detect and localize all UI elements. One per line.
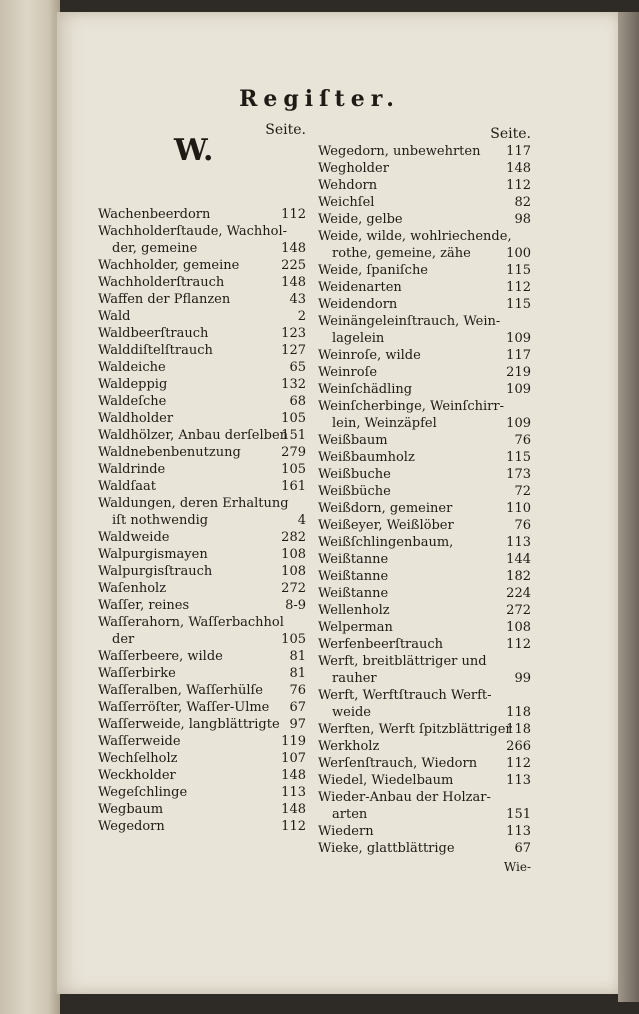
index-entry — [318, 823, 531, 840]
entry-label: Weißeyer, Weißlöber — [318, 518, 454, 533]
entry-page-number: 272 — [281, 581, 306, 596]
entry-continuation: rauher — [332, 671, 377, 686]
entry-label: Walddiſtelſtrauch — [98, 343, 213, 358]
section-gap — [98, 175, 306, 206]
entry-label: Weißbaum — [318, 433, 388, 448]
entry-label: Weißtanne — [318, 586, 389, 601]
entry-label: Weinroſe — [318, 365, 378, 380]
index-entry — [318, 653, 531, 687]
entry-label: Waldungen, deren Erhaltung — [98, 496, 289, 511]
index-entry — [318, 177, 531, 194]
entry-label: Waldholder — [98, 411, 174, 426]
entry-label: Waldhölzer, Anbau derſelben — [98, 428, 289, 443]
entry-page-number: 115 — [506, 450, 531, 465]
entry-page-number: 151 — [506, 807, 531, 822]
entry-page-number: 108 — [281, 547, 306, 562]
index-entry — [318, 602, 531, 619]
index-entry — [98, 614, 306, 648]
entry-page-number: 224 — [506, 586, 531, 601]
entry-page-number: 110 — [506, 501, 531, 516]
left-page-edge — [0, 0, 60, 1014]
entry-label: Weidendorn — [318, 297, 398, 312]
entry-page-number: 225 — [281, 258, 306, 273]
entry-continuation: lein, Weinzäpfel — [332, 416, 437, 431]
entry-label: Waldnebenbenutzung — [98, 445, 241, 460]
entry-label: Walpurgismayen — [98, 547, 208, 562]
index-entry — [318, 466, 531, 483]
entry-label: Wachholderſtaude, Wachhol- — [98, 224, 288, 239]
page-title: Regiſter. — [239, 86, 400, 112]
entry-page-number: 4 — [297, 513, 306, 528]
entry-page-number: 123 — [281, 326, 306, 341]
entry-page-number: 148 — [281, 275, 306, 290]
entry-continuation: rothe, gemeine, zähe — [332, 246, 471, 261]
entry-label: Waldrinde — [98, 462, 166, 477]
entry-page-number: 67 — [289, 700, 306, 715]
entry-label: Werft, breitblättriger und — [318, 654, 487, 669]
entry-page-number: 113 — [281, 785, 306, 800]
entry-label: Wegeſchlinge — [98, 785, 188, 800]
entry-label: Weide, wilde, wohlriechende, — [318, 229, 512, 244]
entry-label: Waſſer, reines — [98, 598, 190, 613]
entry-page-number: 65 — [289, 360, 306, 375]
entry-label: Waldweide — [98, 530, 170, 545]
entry-label: Weinſcherbinge, Weinſchirr- — [318, 399, 504, 414]
index-entry — [318, 636, 531, 653]
entry-label: Waſſerröſter, Waſſer-Ulme — [98, 700, 270, 715]
entry-label: Werften, Werft ſpitzblättriger — [318, 722, 512, 737]
entry-page-number: 173 — [506, 467, 531, 482]
index-entry — [318, 619, 531, 636]
index-entry — [318, 262, 531, 279]
entry-label: Wegholder — [318, 161, 389, 176]
index-entry — [318, 160, 531, 177]
index-entry — [98, 580, 306, 597]
entry-page-number: 68 — [289, 394, 306, 409]
entry-page-number: 115 — [506, 263, 531, 278]
entry-page-number: 117 — [506, 144, 531, 159]
index-entry — [98, 274, 306, 291]
index-entry — [98, 750, 306, 767]
index-entry — [98, 376, 306, 393]
index-entry — [98, 393, 306, 410]
entry-page-number: 108 — [506, 620, 531, 635]
entry-page-number: 272 — [506, 603, 531, 618]
entry-page-number: 112 — [506, 178, 531, 193]
entry-page-number: 148 — [506, 161, 531, 176]
entry-page-number: 115 — [506, 297, 531, 312]
entry-page-number: 98 — [514, 212, 531, 227]
index-entry — [318, 279, 531, 296]
index-entry — [318, 296, 531, 313]
entry-label: Weide, ſpaniſche — [318, 263, 429, 278]
seite-heading-left: Seite. — [265, 122, 306, 138]
index-entry — [98, 716, 306, 733]
entry-label: Welperman — [318, 620, 393, 635]
entry-label: Weichſel — [318, 195, 375, 210]
entry-page-number: 76 — [514, 433, 531, 448]
entry-page-number: 148 — [281, 802, 306, 817]
entry-page-number: 279 — [281, 445, 306, 460]
index-entry — [318, 143, 531, 160]
entry-label: Waffen der Pflanzen — [98, 292, 231, 307]
entry-label: Wechſelholz — [98, 751, 178, 766]
entry-label: Weckholder — [98, 768, 176, 783]
entry-page-number: 132 — [281, 377, 306, 392]
catchword: Wie- — [503, 860, 531, 874]
index-entry — [98, 206, 306, 223]
index-entry — [318, 721, 531, 738]
entry-label: Weißdorn, gemeiner — [318, 501, 453, 516]
entry-page-number: 148 — [281, 768, 306, 783]
index-entry — [98, 665, 306, 682]
entry-page-number: 72 — [514, 484, 531, 499]
entry-page-number: 105 — [281, 411, 306, 426]
entry-page-number: 67 — [514, 841, 531, 856]
index-entry — [98, 495, 306, 529]
entry-page-number: 182 — [506, 569, 531, 584]
index-entry — [98, 529, 306, 546]
index-entry — [318, 313, 531, 347]
entry-label: Wiedern — [318, 824, 374, 839]
entry-label: Waſſerbirke — [98, 666, 176, 681]
entry-page-number: 151 — [281, 428, 306, 443]
entry-label: Weinſchädling — [318, 382, 413, 397]
entry-label: Wiedel, Wiedelbaum — [318, 773, 454, 788]
entry-page-number: 97 — [289, 717, 306, 732]
entry-page-number: 118 — [506, 705, 531, 720]
index-entry — [98, 410, 306, 427]
entry-page-number: 76 — [289, 683, 306, 698]
index-entry — [318, 211, 531, 228]
entry-page-number: 113 — [506, 773, 531, 788]
entry-label: Weide, gelbe — [318, 212, 403, 227]
entry-continuation: der, gemeine — [112, 241, 198, 256]
index-entry — [98, 291, 306, 308]
index-entry — [98, 801, 306, 818]
entry-page-number: 112 — [506, 637, 531, 652]
index-entry — [318, 755, 531, 772]
seite-heading-right: Seite. — [490, 126, 531, 142]
index-column-right — [318, 126, 531, 876]
index-entry — [98, 461, 306, 478]
entry-label: Wachholderſtrauch — [98, 275, 225, 290]
index-entry — [318, 585, 531, 602]
index-entry — [98, 478, 306, 495]
entry-page-number: 107 — [281, 751, 306, 766]
entry-label: Wachholder, gemeine — [98, 258, 240, 273]
entry-page-number: 113 — [506, 824, 531, 839]
entry-label: Weißſchlingenbaum, — [318, 535, 454, 550]
index-entry — [98, 308, 306, 325]
entry-page-number: 81 — [289, 649, 306, 664]
entry-page-number: 117 — [506, 348, 531, 363]
index-entry — [98, 325, 306, 342]
entry-label: Waſſerbeere, wilde — [98, 649, 223, 664]
entry-label: Waldeiche — [98, 360, 166, 375]
entry-page-number: 112 — [506, 280, 531, 295]
index-entry — [98, 563, 306, 580]
entry-page-number: 113 — [506, 535, 531, 550]
entry-label: Waldſaat — [98, 479, 156, 494]
entry-page-number: 112 — [506, 756, 531, 771]
entry-page-number: 99 — [514, 671, 531, 686]
index-entry — [318, 840, 531, 857]
index-entry — [318, 789, 531, 823]
entry-page-number: 118 — [506, 722, 531, 737]
index-entry — [318, 194, 531, 211]
entry-label: Weißbüche — [318, 484, 391, 499]
index-entry — [98, 733, 306, 750]
entry-page-number: 100 — [506, 246, 531, 261]
entry-label: Werſenſtrauch, Wiedorn — [318, 756, 478, 771]
entry-continuation: iſt nothwendig — [112, 513, 209, 528]
entry-label: Wieke, glattblättrige — [318, 841, 455, 856]
index-entry — [318, 568, 531, 585]
entry-label: Wieder-Anbau der Holzar- — [318, 790, 491, 805]
index-entry — [98, 648, 306, 665]
index-entry — [318, 398, 531, 432]
index-entry — [98, 699, 306, 716]
entry-label: Wellenholz — [318, 603, 390, 618]
entry-page-number: 219 — [506, 365, 531, 380]
section-letter: W. — [174, 133, 214, 168]
entry-continuation: arten — [332, 807, 368, 822]
index-entry — [98, 767, 306, 784]
entry-label: Werkholz — [318, 739, 380, 754]
index-entry — [318, 432, 531, 449]
entry-label: Waldbeerſtrauch — [98, 326, 209, 341]
index-entry — [318, 534, 531, 551]
index-entry — [98, 342, 306, 359]
index-entry — [318, 738, 531, 755]
entry-page-number: 81 — [289, 666, 306, 681]
index-entry — [318, 517, 531, 534]
entry-page-number: 282 — [281, 530, 306, 545]
index-entry — [98, 784, 306, 801]
entry-label: Weißtanne — [318, 569, 389, 584]
entry-label: Weinroſe, wilde — [318, 348, 421, 363]
entry-label: Waldeppig — [98, 377, 168, 392]
entry-page-number: 161 — [281, 479, 306, 494]
entry-page-number: 43 — [289, 292, 306, 307]
entry-page-number: 109 — [506, 331, 531, 346]
entry-page-number: 112 — [281, 207, 306, 222]
entry-label: Wegbaum — [98, 802, 164, 817]
entry-label: Weinängeleinſtrauch, Wein- — [318, 314, 501, 329]
entry-label: Waldeſche — [98, 394, 167, 409]
index-entry — [318, 483, 531, 500]
entry-label: Waſſerahorn, Waſſerbachhol — [98, 615, 284, 630]
entry-page-number: 144 — [506, 552, 531, 567]
right-book-edge — [618, 12, 639, 1002]
entry-page-number: 105 — [281, 632, 306, 647]
entry-label: Wegedorn, unbewehrten — [318, 144, 481, 159]
index-list-left — [98, 206, 306, 835]
index-entry — [98, 818, 306, 835]
index-entry — [318, 687, 531, 721]
entry-page-number: 82 — [514, 195, 531, 210]
entry-label: Waſſerweide, langblättrigte — [98, 717, 280, 732]
entry-label: Walpurgisſtrauch — [98, 564, 213, 579]
entry-page-number: 127 — [281, 343, 306, 358]
index-entry — [98, 359, 306, 376]
index-entry — [98, 223, 306, 257]
index-entry — [98, 597, 306, 614]
entry-continuation: lagelein — [332, 331, 385, 346]
entry-label: Waſſerweide — [98, 734, 181, 749]
entry-page-number: 148 — [281, 241, 306, 256]
entry-continuation: weide — [332, 705, 371, 720]
entry-label: Werfenbeerſtrauch — [318, 637, 444, 652]
entry-label: Wehdorn — [318, 178, 378, 193]
index-column-left — [98, 122, 306, 835]
entry-label: Wegedorn — [98, 819, 165, 834]
entry-label: Weißbuche — [318, 467, 391, 482]
index-entry — [318, 381, 531, 398]
entry-page-number: 109 — [506, 382, 531, 397]
entry-page-number: 266 — [506, 739, 531, 754]
entry-continuation: der — [112, 632, 135, 647]
entry-page-number: 105 — [281, 462, 306, 477]
index-entry — [98, 427, 306, 444]
entry-page-number: 8-9 — [285, 598, 306, 613]
entry-label: Waſenholz — [98, 581, 167, 596]
entry-page-number: 109 — [506, 416, 531, 431]
entry-label: Wachenbeerdorn — [98, 207, 211, 222]
entry-page-number: 119 — [281, 734, 306, 749]
index-entry — [318, 228, 531, 262]
entry-label: Wald — [98, 309, 131, 324]
entry-label: Werft, Werftſtrauch Werft- — [318, 688, 492, 703]
entry-page-number: 108 — [281, 564, 306, 579]
index-entry — [318, 449, 531, 466]
index-entry — [98, 682, 306, 699]
index-entry — [318, 347, 531, 364]
index-list-right — [318, 143, 531, 857]
entry-label: Weißbaumholz — [318, 450, 415, 465]
index-entry — [318, 772, 531, 789]
entry-page-number: 112 — [281, 819, 306, 834]
entry-label: Weißtanne — [318, 552, 389, 567]
entry-label: Weidenarten — [318, 280, 402, 295]
entry-page-number: 76 — [514, 518, 531, 533]
index-entry — [318, 364, 531, 381]
index-entry — [98, 546, 306, 563]
entry-label: Waſſeralben, Waſſerhülſe — [98, 683, 263, 698]
entry-page-number: 2 — [297, 309, 306, 324]
index-entry — [318, 500, 531, 517]
index-entry — [98, 257, 306, 274]
index-entry — [98, 444, 306, 461]
index-entry — [318, 551, 531, 568]
